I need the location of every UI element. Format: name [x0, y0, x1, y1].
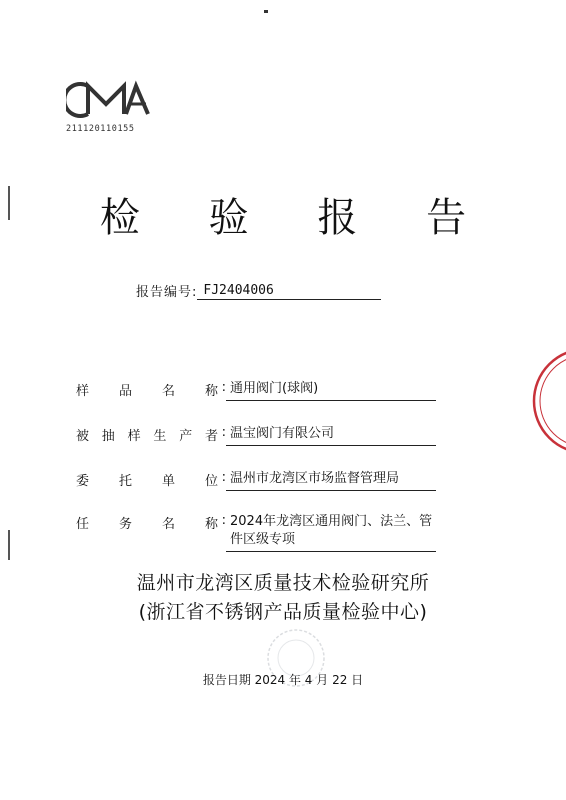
report-number-value: FJ2404006	[197, 283, 381, 300]
institute-name: 温州市龙湾区质量技术检验研究所	[136, 572, 430, 594]
field-label	[76, 513, 226, 532]
report-date: 报告日期 2024 年 4 月 22 日	[202, 673, 364, 687]
field-value: 2024年龙湾区通用阀门、法兰、管件区级专项	[226, 513, 436, 552]
cma-certificate-code: 211120110155	[66, 124, 135, 134]
official-seal-right	[526, 346, 566, 456]
scan-speck	[264, 10, 268, 13]
page-title: 检 验 报 告	[99, 195, 495, 241]
field-label	[76, 470, 226, 489]
field-value: 通用阀门(球阀)	[226, 380, 436, 401]
label-char: 抽	[101, 429, 115, 444]
field-value: 温宝阀门有限公司	[226, 425, 436, 446]
field-label	[76, 380, 226, 399]
label-char: 者	[204, 429, 218, 444]
label-char: 称	[204, 517, 218, 532]
label-char: 名	[161, 384, 175, 399]
label-char: 单	[161, 474, 175, 489]
label-char: 名	[161, 517, 175, 532]
scan-edge-mark	[8, 530, 10, 560]
label-char: 样	[127, 429, 141, 444]
label-char: 被	[76, 429, 90, 444]
faint-seal-center	[266, 618, 326, 698]
institute-subtitle: (浙江省不锈钢产品质量检验中心)	[138, 601, 428, 623]
label-colon: :	[221, 425, 226, 440]
label-char: 生	[153, 429, 167, 444]
field-label	[76, 425, 226, 444]
label-colon: :	[221, 513, 226, 528]
label-char: 务	[118, 517, 132, 532]
label-char: 任	[76, 517, 90, 532]
label-colon: :	[221, 380, 226, 395]
label-char: 样	[76, 384, 90, 399]
label-char: 品	[118, 384, 132, 399]
report-number-label: 报告编号:	[136, 285, 198, 300]
cma-logo	[66, 80, 150, 120]
label-char: 称	[204, 384, 218, 399]
label-char: 产	[179, 429, 193, 444]
label-colon: :	[221, 470, 226, 485]
label-char: 托	[118, 474, 132, 489]
field-value: 温州市龙湾区市场监督管理局	[226, 470, 436, 491]
label-char: 委	[76, 474, 90, 489]
report-number-row	[136, 281, 381, 300]
label-char: 位	[204, 474, 218, 489]
